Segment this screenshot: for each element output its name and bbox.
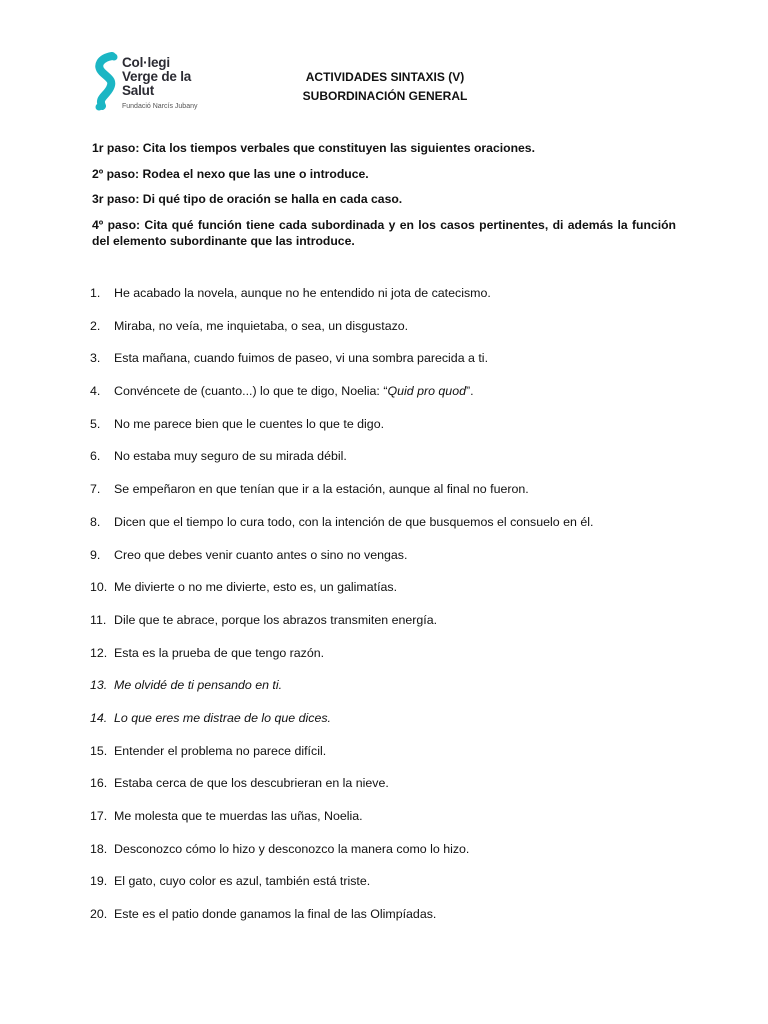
item-number: 12. [90, 645, 108, 660]
list-item [90, 613, 680, 646]
item-text: Dicen que el tiempo lo cura todo, con la intención de que busquemos el consuelo en él. [114, 514, 594, 529]
item-text: Creo que debes venir cuanto antes o sino no vengas. [114, 547, 408, 562]
item-text: Este es el patio donde ganamos la final de las Olimpíadas. [114, 907, 437, 922]
item-number: 2. [90, 318, 101, 333]
item-number: 3. [90, 351, 101, 366]
item-number: 17. [90, 809, 108, 823]
item-text: Estaba cerca de que los descubrieran en la nieve. [114, 776, 389, 791]
item-text: No me parece bien que le cuentes lo que te digo. [114, 416, 385, 431]
item-number: 11. [90, 612, 107, 627]
item-text: Dile que te abrace, porque los abrazos transmiten energía. [114, 612, 438, 627]
title-line-1: ACTIVIDADES SINTAXIS (V) [305, 70, 465, 84]
sentence-list [90, 286, 680, 940]
item-number: 14. [90, 710, 108, 725]
item-number: 13. [90, 678, 108, 693]
item-text-before: Convéncete de (cuanto...) lo que te digo, Noelia: “ [114, 384, 388, 399]
item-text: Miraba, no veía, me inquietaba, o sea, un disgustazo. [114, 318, 409, 333]
item-number: 4. [90, 384, 101, 399]
list-item [90, 548, 680, 581]
item-number: 15. [90, 743, 108, 758]
item-text: Me olvidé de ti pensando en ti. [114, 678, 283, 693]
list-item [90, 776, 680, 809]
item-text: Esta es la prueba de que tengo razón. [114, 645, 325, 660]
item-text: Se empeñaron en que tenían que ir a la estación, aunque al final no fueron. [114, 482, 529, 497]
item-number: 5. [90, 416, 101, 431]
item-number: 16. [90, 776, 108, 791]
list-item [90, 515, 680, 548]
item-text-quote: Quid pro quod [387, 384, 466, 399]
item-number: 8. [90, 514, 101, 529]
instruction-step-4: 4º paso: Cita qué función tiene cada subordinada y en los casos pertinentes, di además la función del elemento subordinante que las introduce. [92, 217, 676, 248]
list-item [90, 842, 680, 875]
list-item [90, 907, 680, 940]
list-item [90, 580, 680, 613]
list-item [90, 286, 680, 319]
item-text-after: ”. [465, 384, 474, 399]
document-title [210, 68, 560, 106]
instruction-step-3: 3r paso: Di qué tipo de oración se halla en cada caso. [92, 192, 403, 206]
item-number: 9. [90, 547, 101, 562]
list-item [90, 482, 680, 515]
item-text: Entender el problema no parece difícil. [114, 743, 327, 758]
list-item [90, 351, 680, 384]
instruction-step-1: 1r paso: Cita los tiempos verbales que constituyen las siguientes oraciones. [92, 141, 535, 155]
item-number: 6. [90, 449, 101, 464]
item-number: 10. [90, 580, 108, 595]
logo-subtitle: Fundació Narcís Jubany [122, 103, 198, 110]
item-text: He acabado la novela, aunque no he entendido ni jota de catecismo. [114, 286, 491, 300]
list-item [90, 646, 680, 679]
title-line-2: SUBORDINACIÓN GENERAL [302, 89, 468, 103]
item-number: 7. [90, 482, 101, 497]
item-number: 19. [90, 874, 108, 889]
school-logo-icon [92, 52, 120, 112]
list-item [90, 744, 680, 777]
logo-line-2: Verge de la [122, 69, 192, 84]
item-text: Me divierte o no me divierte, esto es, un galimatías. [114, 580, 398, 595]
list-item [90, 449, 680, 482]
list-item [90, 711, 680, 744]
item-number: 20. [90, 907, 108, 922]
item-text [114, 384, 474, 398]
instruction-step-2: 2º paso: Rodea el nexo que las une o introduce. [92, 166, 369, 181]
item-number: 1. [90, 286, 101, 300]
list-item [90, 809, 680, 842]
item-text: Desconozco cómo lo hizo y desconozco la manera como lo hizo. [114, 841, 470, 856]
logo-line-3: Salut [122, 83, 155, 98]
item-text: El gato, cuyo color es azul, también está triste. [114, 874, 371, 889]
item-text: Lo que eres me distrae de lo que dices. [114, 710, 331, 725]
list-item [90, 319, 680, 352]
item-number: 18. [90, 841, 108, 856]
list-item [90, 417, 680, 450]
list-item [90, 384, 680, 417]
list-item [90, 678, 680, 711]
instructions [92, 140, 676, 259]
item-text: No estaba muy seguro de su mirada débil. [114, 449, 347, 464]
logo-line-1: Col·legi [122, 55, 170, 70]
item-text: Me molesta que te muerdas las uñas, Noelia. [114, 809, 363, 823]
item-text: Esta mañana, cuando fuimos de paseo, vi una sombra parecida a ti. [114, 351, 489, 366]
list-item [90, 874, 680, 907]
